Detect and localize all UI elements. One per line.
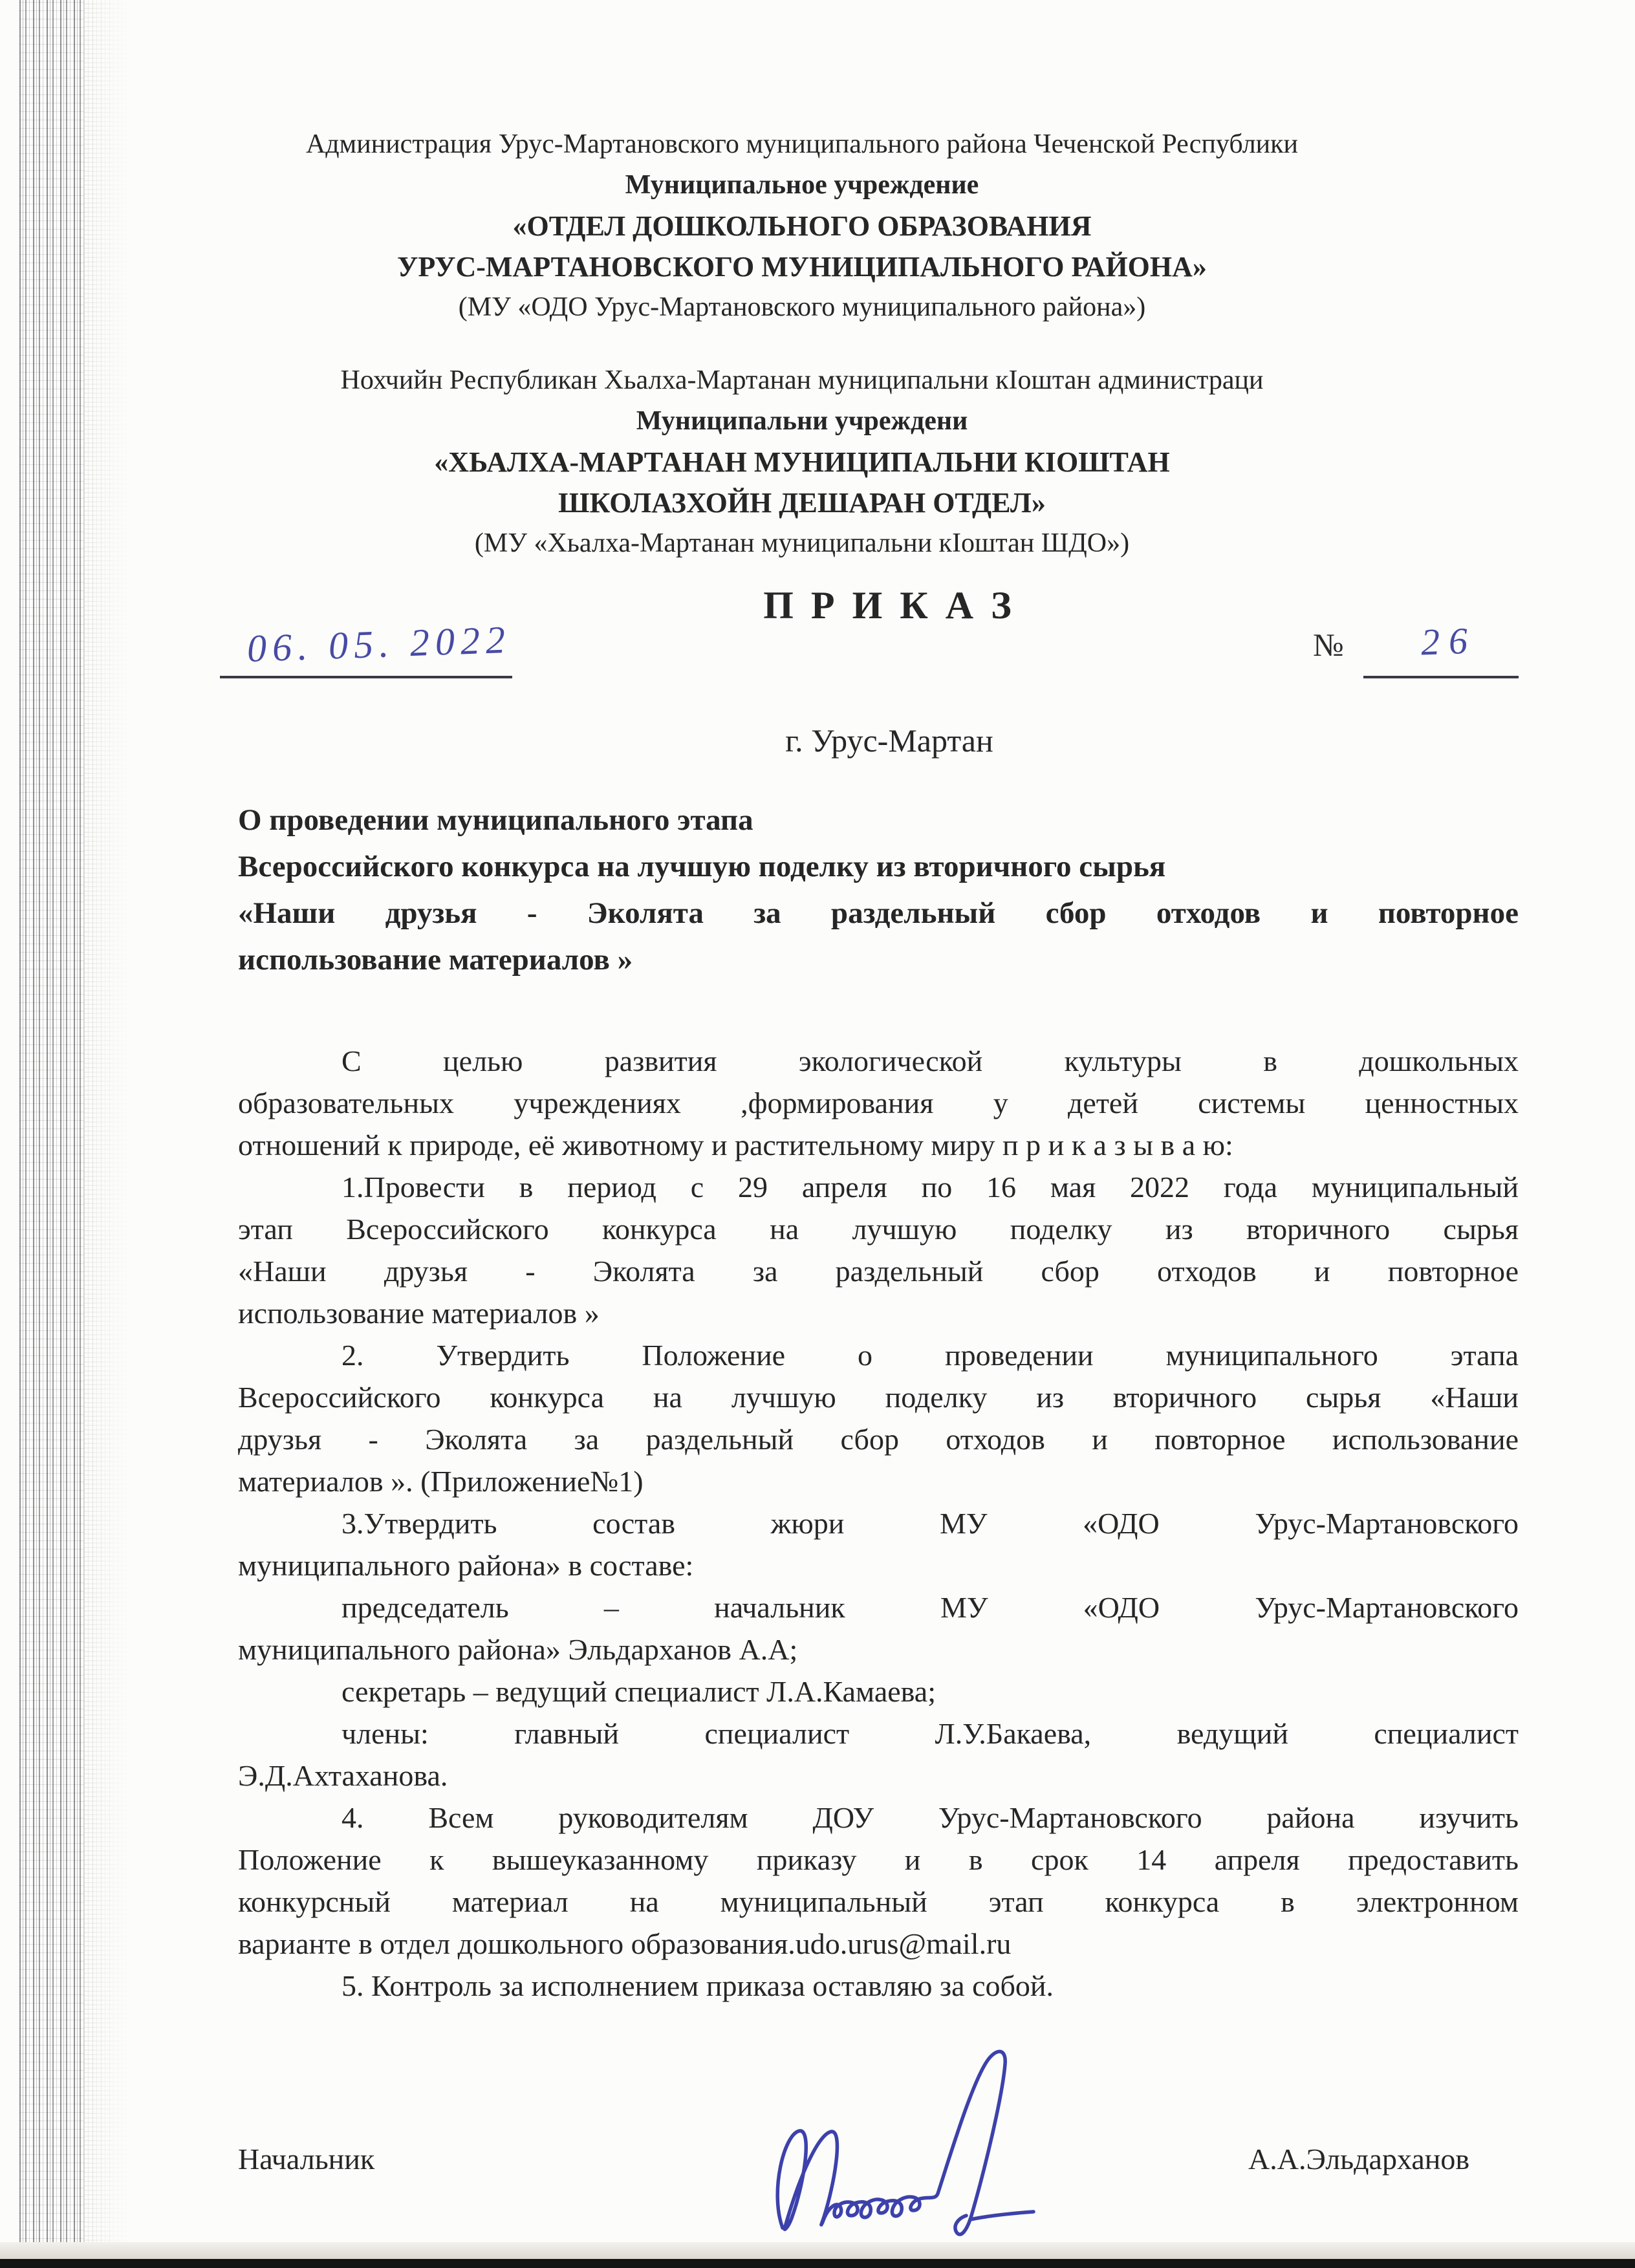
org-name-line-2: УРУС-МАРТАНОВСКОГО МУНИЦИПАЛЬНОГО РАЙОНА» (397, 251, 1207, 283)
body-line: конкурсный материал на муниципальный этап конкурса в электронном (238, 1885, 1519, 1918)
scan-noise-band-light (84, 0, 129, 2268)
body-line: материалов ». (Приложение№1) (238, 1465, 644, 1498)
body-line: использование материалов » (238, 1297, 600, 1330)
body-line: 4. Всем руководителям ДОУ Урус-Мартановского района изучить (341, 1801, 1519, 1834)
body-line: этап Всероссийского конкурса на лучшую поделку из вторичного сырья (238, 1213, 1519, 1246)
subject-line: «Наши друзья - Эколята за раздельный сбор отходов и повторное (238, 896, 1519, 930)
order-date-underline (220, 676, 512, 678)
org-abbreviation-line-che: (МУ «Хьалха-Мартанан муниципальни кIоштан ШДО») (474, 528, 1130, 558)
org-name-line-1: «ОТДЕЛ ДОШКОЛЬНОГО ОБРАЗОВАНИЯ (512, 210, 1092, 242)
order-date-handwritten: 06. 05. 2022 (246, 618, 512, 670)
order-city: г. Урус-Мартан (785, 722, 993, 759)
body-line: Всероссийского конкурса на лучшую поделку из вторичного сырья «Наши (238, 1381, 1519, 1414)
body-line: муниципального района» в составе: (238, 1549, 694, 1582)
body-line: Э.Д.Ахтаханова. (238, 1759, 448, 1792)
org-type-line: Муниципальное учреждение (625, 170, 979, 200)
body-line: друзья - Эколята за раздельный сбор отходов и повторное использование (238, 1423, 1519, 1456)
scan-noise-band (19, 0, 84, 2268)
order-title: П Р И К А З (763, 584, 1015, 627)
body-line: варианте в отдел дошкольного образования.udo.urus@mail.ru (238, 1927, 1012, 1960)
body-line: секретарь – ведущий специалист Л.А.Камаева; (341, 1675, 936, 1708)
signature-handwriting (737, 2031, 1099, 2251)
org-name-line-2-che: ШКОЛАЗХОЙН ДЕШАРАН ОТДЕЛ» (558, 487, 1046, 519)
org-administration-line-che: Нохчийн Республикан Хьалха-Мартанан муниципальни кIоштан администраци (340, 365, 1264, 395)
subject-line: использование материалов » (238, 943, 633, 977)
body-line: образовательных учреждениях ,формирования у детей системы ценностных (238, 1086, 1519, 1119)
body-line: члены: главный специалист Л.У.Бакаева, ведущий специалист (341, 1717, 1519, 1750)
subject-line: О проведении муниципального этапа (238, 803, 753, 837)
signoff-position: Начальник (238, 2143, 375, 2176)
body-line: 3.Утвердить состав жюри МУ «ОДО Урус-Мартановского (341, 1507, 1519, 1540)
body-line: 5. Контроль за исполнением приказа оставляю за собой. (341, 1969, 1054, 2002)
header-russian (97, 124, 1507, 328)
body-line: 1.Провести в период с 29 апреля по 16 мая 2022 года муниципальный (341, 1171, 1519, 1204)
header-chechen (97, 360, 1507, 564)
body-line: председатель – начальник МУ «ОДО Урус-Мартановского (341, 1591, 1519, 1624)
body-line: отношений к природе, её животному и растительному миру п р и к а з ы в а ю: (238, 1129, 1233, 1161)
org-name-line-1-che: «ХЬАЛХА-МАРТАНАН МУНИЦИПАЛЬНИ КIОШТАН (434, 446, 1170, 478)
org-abbreviation-line: (МУ «ОДО Урус-Мартановского муниципального района») (458, 292, 1146, 322)
order-number-label: № (1313, 627, 1344, 663)
order-body (238, 1040, 1519, 2007)
body-line: 2. Утвердить Положение о проведении муниципального этапа (341, 1339, 1519, 1372)
body-line: Положение к вышеуказанному приказу и в срок 14 апреля предоставить (238, 1843, 1519, 1876)
subject-line: Всероссийского конкурса на лучшую поделку из вторичного сырья (238, 850, 1166, 883)
order-number-underline (1363, 676, 1519, 678)
order-subject (238, 797, 1519, 983)
org-administration-line: Администрация Урус-Мартановского муниципального района Чеченской Республики (305, 129, 1299, 159)
body-line: муниципального района» Эльдарханов А.А; (238, 1633, 798, 1666)
order-number-handwritten: 26 (1420, 619, 1478, 664)
body-line: С целью развития экологической культуры в дошкольных (341, 1044, 1519, 1077)
signoff-name: А.А.Эльдарханов (1248, 2143, 1470, 2176)
scan-bottom-edge (0, 2259, 1635, 2268)
org-type-line-che: Муниципальни учреждени (636, 406, 968, 436)
body-line: «Наши друзья - Эколята за раздельный сбор отходов и повторное (238, 1255, 1519, 1288)
